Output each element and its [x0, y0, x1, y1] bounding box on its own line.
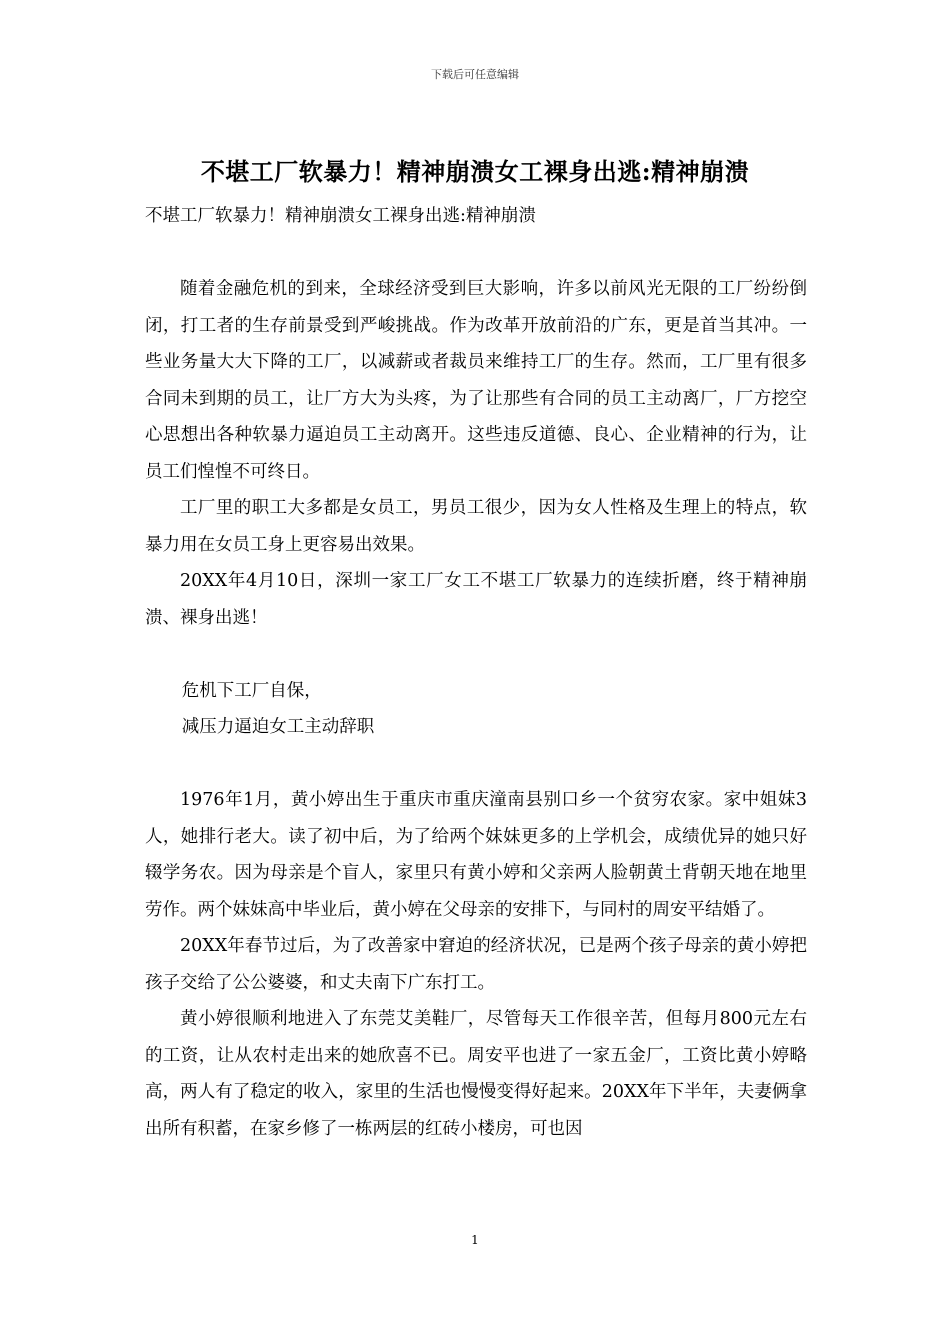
paragraph: 黄小婷很顺利地进入了东莞艾美鞋厂，尽管每天工作很辛苦，但每月800元左右的工资，让从农村走出来的她欣喜不已。周安平也进了一家五金厂，工资比黄小婷略高，两人有了稳定的收入，家里的生活也慢慢变得好起来。20XX年下半年，夫妻俩拿出所有积蓄，在家乡修了一栋两层的红砖小楼房，可也因	[145, 1009, 807, 1139]
document-title: 不堪工厂软暴力！精神崩溃女工裸身出逃:精神崩溃	[200, 157, 750, 186]
blank-line	[145, 636, 807, 673]
paragraph: 20XX年4月10日，深圳一家工厂女工不堪工厂软暴力的连续折磨，终于精神崩溃、裸身出逃！	[145, 571, 807, 628]
blank-line	[145, 235, 807, 272]
paragraph: 随着金融危机的到来，全球经济受到巨大影响，许多以前风光无限的工厂纷纷倒闭，打工者的生存前景受到严峻挑战。作为改革开放前沿的广东，更是首当其冲。一些业务量大大下降的工厂，以减薪或者裁员来维持工厂的生存。然而，工厂里有很多合同未到期的员工，让厂方大为头疼，为了让那些有合同的员工主动离厂，厂方挖空心思想出各种软暴力逼迫员工主动离开。这些违反道德、良心、企业精神的行为，让员工们惶惶不可终日。	[145, 279, 807, 482]
paragraph: 20XX年春节过后，为了改善家中窘迫的经济状况，已是两个孩子母亲的黄小婷把孩子交给了公公婆婆，和丈夫南下广东打工。	[145, 936, 807, 993]
document-body	[145, 198, 807, 1147]
paragraph: 1976年1月，黄小婷出生于重庆市重庆潼南县别口乡一个贫穷农家。家中姐妹3人，她排行老大。读了初中后，为了给两个妹妹更多的上学机会，成绩优异的她只好辍学务农。因为母亲是个盲人，家里只有黄小婷和父亲两人脸朝黄土背朝天地在地里劳作。两个妹妹高中毕业后，黄小婷在父母亲的安排下，与同村的周安平结婚了。	[145, 790, 807, 920]
section-heading-line: 减压力逼迫女工主动辞职	[181, 717, 375, 737]
header-note: 下载后可任意编辑	[431, 68, 519, 81]
blank-line	[145, 746, 807, 783]
page-number: 1	[471, 1233, 479, 1247]
document-subtitle: 不堪工厂软暴力！精神崩溃女工裸身出逃:精神崩溃	[145, 206, 536, 226]
paragraph: 工厂里的职工大多都是女员工，男员工很少，因为女人性格及生理上的特点，软暴力用在女员工身上更容易出效果。	[145, 498, 807, 555]
section-heading-line: 危机下工厂自保，	[181, 680, 322, 701]
